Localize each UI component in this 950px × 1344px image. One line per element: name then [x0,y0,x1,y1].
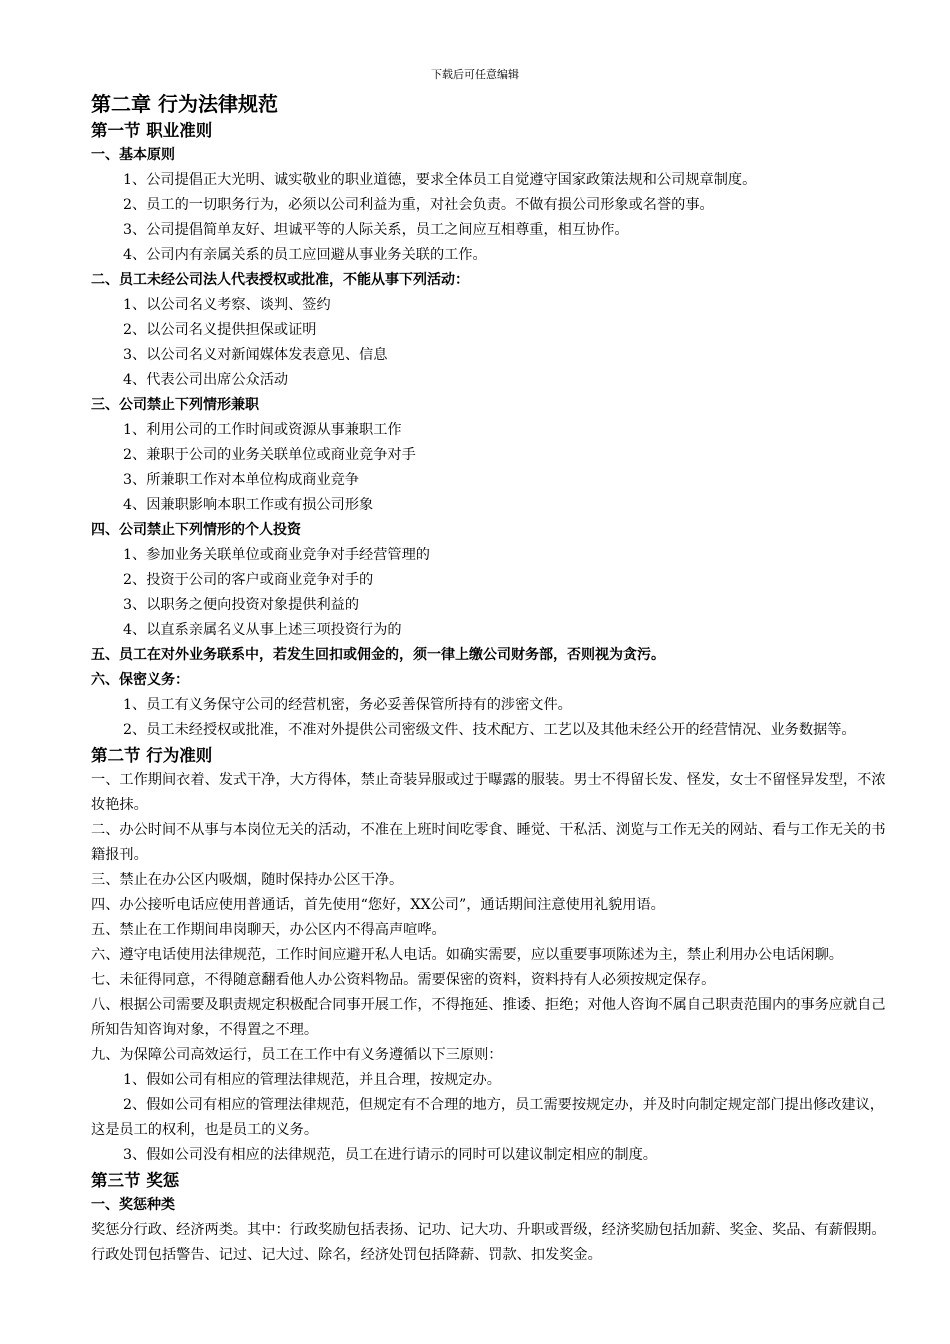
list-item: 2、员工未经授权或批准，不准对外提供公司密级文件、技术配方、工艺以及其他未经公开的经营情况、业务数据等。 [123,722,856,738]
list-item: 2、以公司名义提供担保或证明 [123,322,317,338]
page-header-note: 下载后可任意编辑 [431,68,519,81]
paragraph: 四、办公接听电话应使用普通话，首先使用“您好，XX公司”，通话期间注意使用礼貌用语。 [91,897,665,913]
section-title: 第二节 行为准则 [91,746,213,765]
list-item: 3、所兼职工作对本单位构成商业竞争 [123,472,360,488]
list-item: 1、以公司名义考察、谈判、签约 [123,297,331,313]
list-item: 1、员工有义务保守公司的经营机密，务必妥善保管所持有的涉密文件。 [123,697,572,713]
paragraph: 一、工作期间衣着、发式干净，大方得体，禁止奇装异服或过于曝露的服装。男士不得留长发、怪发，女士不留怪异发型，不浓妆艳抹。 [91,772,886,813]
paragraph: 奖惩分行政、经济两类。其中：行政奖励包括表扬、记功、记大功、升职或晋级，经济奖励包括加薪、奖金、奖品、有薪假期。行政处罚包括警告、记过、记大过、除名，经济处罚包括降薪、罚款、扣发奖金。 [91,1222,886,1263]
paragraph: 八、根据公司需要及职责规定积极配合同事开展工作，不得拖延、推诿、拒绝；对他人咨询不属自己职责范围内的事务应就自己所知告知咨询对象，不得置之不理。 [91,997,886,1038]
list-item: 3、假如公司没有相应的法律规范，员工在进行请示的同时可以建议制定相应的制度。 [123,1147,657,1163]
subsection-title: 四、公司禁止下列情形的个人投资 [91,522,301,538]
subsection-title: 六、保密义务： [91,672,189,688]
list-item: 1、假如公司有相应的管理法律规范，并且合理，按规定办。 [123,1072,501,1088]
list-item: 4、公司内有亲属关系的员工应回避从事业务关联的工作。 [123,247,487,263]
list-item: 4、因兼职影响本职工作或有损公司形象 [123,497,374,513]
subsection-title: 一、基本原则 [91,147,175,163]
paragraph: 二、办公时间不从事与本岗位无关的活动，不准在上班时间吃零食、睡觉、干私活、浏览与工作无关的网站、看与工作无关的书籍报刊。 [91,822,886,863]
list-item: 2、投资于公司的客户或商业竞争对手的 [123,572,374,588]
subsection-title: 三、公司禁止下列情形兼职 [91,397,259,413]
list-item: 3、以职务之便向投资对象提供利益的 [123,597,360,613]
section-title: 第三节 奖惩 [91,1171,180,1190]
list-item: 4、以直系亲属名义从事上述三项投资行为的 [123,622,402,638]
paragraph: 七、未征得同意，不得随意翻看他人办公资料物品。需要保密的资料，资料持有人必须按规定保存。 [91,972,716,988]
document-body [91,90,891,1268]
list-item: 2、员工的一切职务行为，必须以公司利益为重，对社会负责。不做有损公司形象或名誉的事。 [123,197,714,213]
subsection-title: 五、员工在对外业务联系中，若发生回扣或佣金的，须一律上缴公司财务部，否则视为贪污。 [91,647,665,663]
list-item: 1、参加业务关联单位或商业竞争对手经营管理的 [123,547,430,563]
subsection-title: 一、奖惩种类 [91,1197,175,1213]
chapter-title: 第二章 行为法律规范 [91,92,278,116]
list-item: 4、代表公司出席公众活动 [123,372,289,388]
list-item: 1、利用公司的工作时间或资源从事兼职工作 [123,422,402,438]
paragraph: 九、为保障公司高效运行，员工在工作中有义务遵循以下三原则： [91,1047,503,1063]
list-item: 2、假如公司有相应的管理法律规范，但规定有不合理的地方，员工需要按规定办，并及时向制定规定部门提出修改建议，这是员工的权利，也是员工的义务。 [91,1097,884,1138]
section-title: 第一节 职业准则 [91,121,213,140]
subsection-title: 二、员工未经公司法人代表授权或批准，不能从事下列活动： [91,272,469,288]
list-item: 3、以公司名义对新闻媒体发表意见、信息 [123,347,388,363]
list-item: 3、公司提倡简单友好、坦诚平等的人际关系，员工之间应互相尊重，相互协作。 [123,222,629,238]
paragraph: 六、遵守电话使用法律规范，工作时间应避开私人电话。如确实需要，应以重要事项陈述为主，禁止利用办公电话闲聊。 [91,947,843,963]
list-item: 1、公司提倡正大光明、诚实敬业的职业道德，要求全体员工自觉遵守国家政策法规和公司规章制度。 [123,172,757,188]
list-item: 2、兼职于公司的业务关联单位或商业竞争对手 [123,447,416,463]
paragraph: 五、禁止在工作期间串岗聊天，办公区内不得高声喧哗。 [91,922,446,938]
paragraph: 三、禁止在办公区内吸烟，随时保持办公区干净。 [91,872,404,888]
